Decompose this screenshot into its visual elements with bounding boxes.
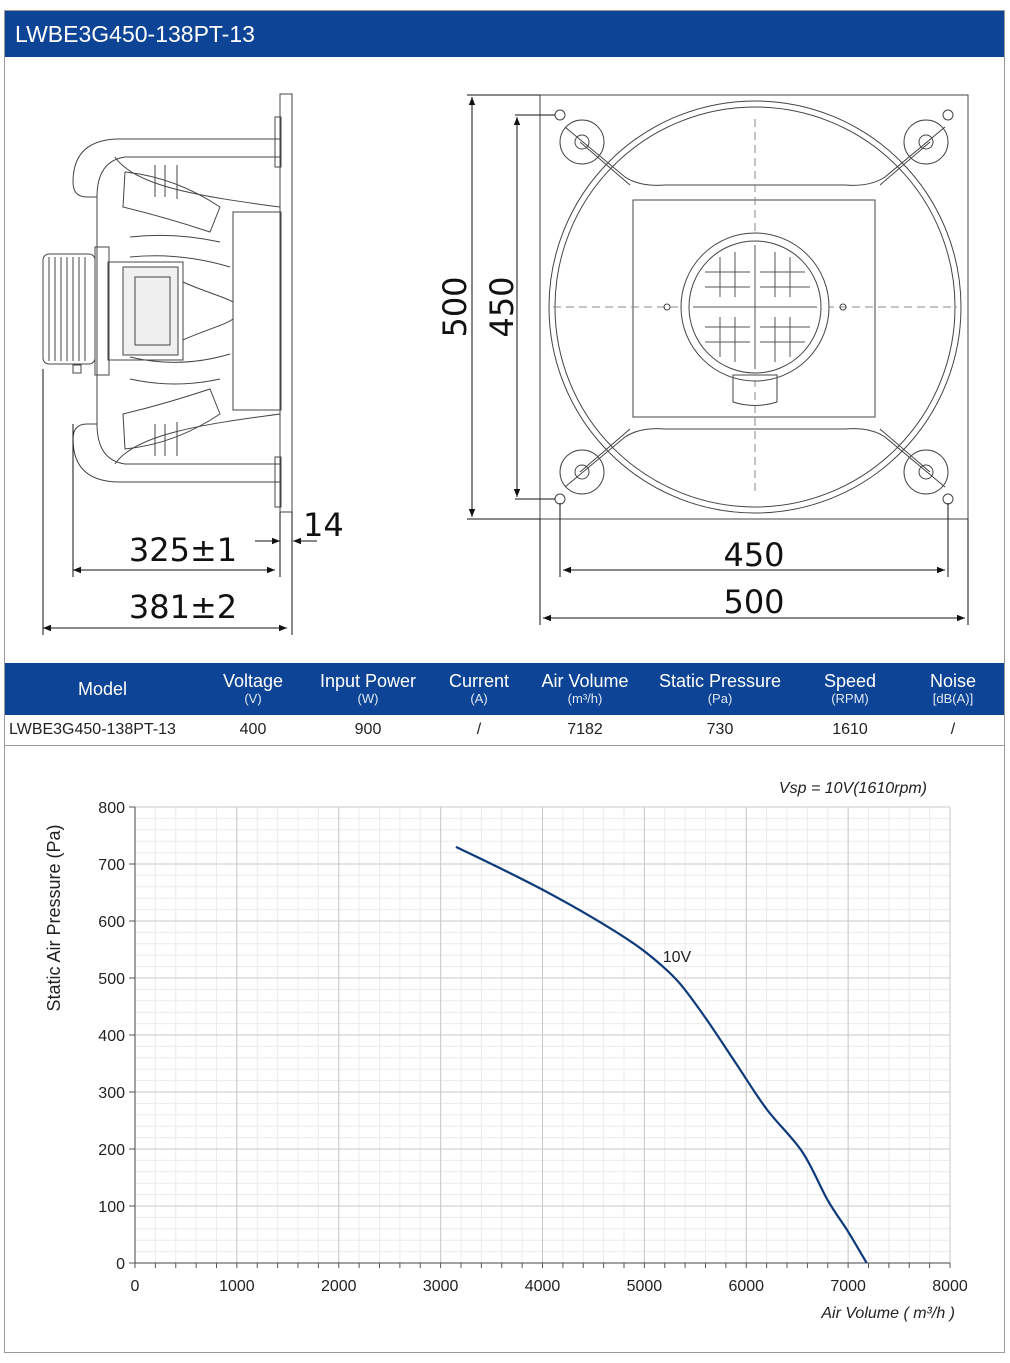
x-tick-label: 8000 (932, 1278, 968, 1295)
y-tick-label: 500 (98, 971, 125, 988)
x-tick-label: 7000 (830, 1278, 866, 1295)
x-tick-label: 4000 (524, 1278, 561, 1295)
col-label: Voltage (222, 671, 284, 691)
spec-table-row (5, 715, 1004, 746)
col-unit: (W) (357, 691, 379, 706)
dim-height-inner: 450 (483, 276, 521, 338)
y-tick-label: 300 (98, 1085, 125, 1102)
col-unit: (V) (244, 691, 262, 706)
dim-depth-inner: 325±1 (128, 531, 238, 569)
front-view (467, 95, 968, 625)
col-label: Model (77, 678, 128, 699)
dim-height-outer: 500 (436, 276, 474, 338)
x-tick-label: 3000 (422, 1278, 459, 1295)
col-label: Air Volume (541, 671, 629, 691)
col-label: Static Pressure (658, 671, 782, 691)
dim-flange-thickness: 14 (303, 506, 344, 544)
col-air-volume (528, 663, 642, 715)
y-tick-label: 600 (98, 914, 125, 931)
chart-grid (135, 807, 950, 1263)
y-tick-label: 700 (98, 857, 125, 874)
col-speed (798, 663, 902, 715)
cell-static-pressure: 730 (706, 721, 734, 738)
cell-input-power: 900 (354, 721, 382, 738)
col-input-power (306, 663, 430, 715)
y-tick-label: 800 (98, 800, 125, 817)
cell-noise: / (950, 721, 956, 738)
technical-drawing (5, 57, 1004, 662)
chart-x-axis-label: Air Volume ( m³/h ) (821, 1305, 955, 1322)
col-static-pressure (642, 663, 798, 715)
col-unit: (Pa) (707, 691, 733, 706)
col-model (5, 663, 200, 715)
chart-ticks (98, 800, 968, 1295)
cell-voltage: 400 (239, 721, 267, 738)
col-unit: [dB(A)] (932, 691, 974, 706)
chart-title: Vsp = 10V(1610rpm) (778, 780, 927, 797)
y-tick-label: 400 (98, 1028, 125, 1045)
x-tick-label: 6000 (728, 1278, 765, 1295)
col-label: Noise (929, 671, 977, 691)
col-label: Input Power (319, 671, 417, 691)
col-voltage (200, 663, 306, 715)
col-unit: (A) (470, 691, 488, 706)
col-label: Speed (823, 671, 877, 691)
col-unit: (m³/h) (567, 691, 603, 706)
chart-y-axis-label: Static Air Pressure (Pa) (44, 824, 64, 1012)
x-tick-label: 0 (130, 1278, 140, 1295)
x-tick-label: 5000 (626, 1278, 663, 1295)
page-title: LWBE3G450-138PT-13 (5, 11, 1004, 57)
x-tick-label: 2000 (320, 1278, 357, 1295)
x-tick-label: 1000 (219, 1278, 255, 1295)
y-tick-label: 200 (98, 1142, 125, 1159)
cell-air-volume: 7182 (567, 721, 603, 738)
cell-speed: 1610 (832, 721, 868, 738)
col-current (430, 663, 528, 715)
y-tick-label: 0 (116, 1256, 125, 1273)
dim-depth-outer: 381±2 (128, 588, 238, 626)
y-tick-label: 100 (98, 1199, 125, 1216)
col-unit: (RPM) (831, 691, 869, 706)
dim-width-outer: 500 (723, 583, 785, 621)
cell-model: LWBE3G450-138PT-13 (9, 721, 176, 738)
cell-current: / (476, 721, 482, 738)
col-noise (902, 663, 1004, 715)
series-label: 10V (662, 948, 692, 966)
dim-width-inner: 450 (723, 536, 785, 574)
col-label: Current (448, 671, 510, 691)
spec-table-header (5, 663, 1004, 715)
performance-chart (5, 746, 1004, 1352)
